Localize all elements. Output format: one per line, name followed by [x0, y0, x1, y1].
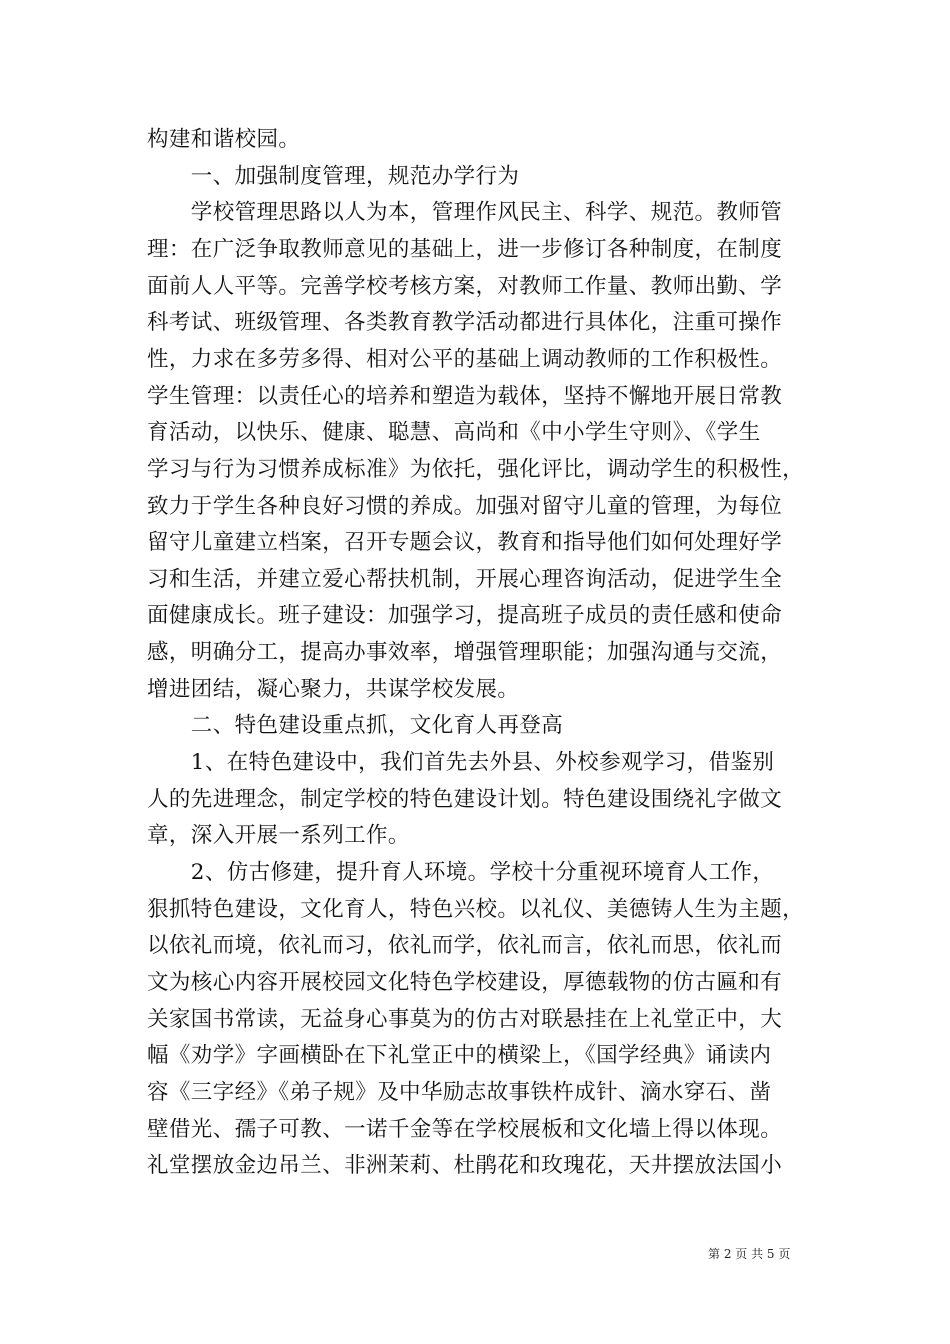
text-line: 章，深入开展一系列工作。 — [147, 823, 410, 849]
text-line: 面前人人平等。完善学校考核方案，对教师工作量、教师出勤、学 — [147, 273, 783, 299]
text-line: 习和生活，并建立爱心帮扶机制，开展心理咨询活动，促进学生全 — [147, 566, 783, 592]
page-number: 第 2 页 共 5 页 — [708, 1247, 791, 1261]
text-line: 壁借光、孺子可教、一诺千金等在学校展板和文化墙上得以体现。 — [147, 1116, 783, 1142]
text-line: 育活动，以快乐、健康、聪慧、高尚和《中小学生守则》、《学生 — [147, 420, 761, 446]
text-line: 学校管理思路以人为本，管理作风民主、科学、规范。教师管 — [147, 200, 783, 226]
text-line: 学习与行为习惯养成标准》为依托，强化评比，调动学生的积极性， — [147, 456, 805, 482]
text-line: 留守儿童建立档案，召开专题会议，教育和指导他们如何处理好学 — [147, 530, 783, 556]
text-line: 科考试、班级管理、各类教育教学活动都进行具体化，注重可操作 — [147, 310, 783, 336]
text-line: 构建和谐校园。 — [147, 127, 301, 152]
text-line: 增进团结，凝心聚力，共谋学校发展。 — [147, 676, 520, 702]
text-line: 理：在广泛争取教师意见的基础上，进一步修订各种制度，在制度 — [147, 236, 783, 262]
text-line: 文为核心内容开展校园文化特色学校建设，厚德载物的仿古匾和有 — [147, 969, 783, 995]
text-line: 狠抓特色建设，文化育人，特色兴校。以礼仪、美德铸人生为主题， — [147, 896, 805, 922]
text-line: 一、加强制度管理，规范办学行为 — [147, 163, 520, 189]
text-line: 面健康成长。班子建设：加强学习，提高班子成员的责任感和使命 — [147, 603, 783, 629]
text-line: 学生管理：以责任心的培养和塑造为载体，坚持不懈地开展日常教 — [147, 383, 783, 409]
text-line: 人的先进理念，制定学校的特色建设计划。特色建设围绕礼字做文 — [147, 786, 783, 812]
text-line: 1、在特色建设中，我们首先去外县、外校参观学习，借鉴别 — [147, 750, 775, 776]
text-line: 容《三字经》《弟子规》及中华励志故事铁杵成针、滴水穿石、凿 — [147, 1079, 772, 1105]
text-line: 幅《劝学》字画横卧在下礼堂正中的横梁上，《国学经典》诵读内 — [147, 1043, 772, 1069]
text-line: 关家国书常读，无益身心事莫为的仿古对联悬挂在上礼堂正中，大 — [147, 1006, 783, 1032]
text-line: 性，力求在多劳多得、相对公平的基础上调动教师的工作积极性。 — [147, 346, 783, 372]
text-line: 2、仿古修建，提升育人环境。学校十分重视环境育人工作， — [147, 860, 775, 885]
text-line: 以依礼而境，依礼而习，依礼而学，依礼而言，依礼而思，依礼而 — [147, 933, 783, 959]
text-line: 二、特色建设重点抓，文化育人再登高 — [147, 713, 564, 739]
text-line: 礼堂摆放金边吊兰、非洲茉莉、杜鹃花和玫瑰花，天井摆放法国小 — [147, 1153, 783, 1179]
text-line: 致力于学生各种良好习惯的养成。加强对留守儿童的管理，为每位 — [147, 493, 783, 519]
text-line: 感，明确分工，提高办事效率，增强管理职能；加强沟通与交流， — [147, 640, 783, 666]
